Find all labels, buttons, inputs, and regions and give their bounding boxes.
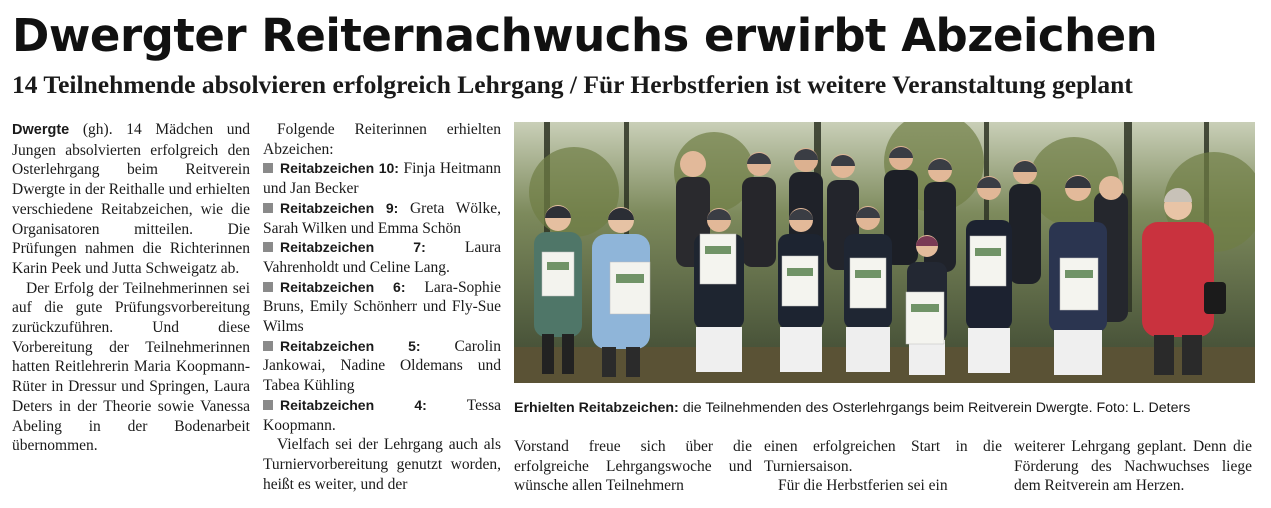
square-bullet-icon [263, 242, 273, 252]
award-names: Carolin Jankowai, Nadine Oldemans und Tabea Kühling [263, 337, 501, 395]
group-photo-illustration [514, 122, 1255, 383]
award-names: Tessa Koopmann. [263, 396, 501, 434]
subheadline: 14 Teilnehmende absolvieren erfolgreich Lehrgang / Für Herbstferien ist weitere Veranstaltung geplant [12, 70, 1133, 99]
lead-paragraph [12, 120, 250, 279]
headline: Dwergter Reiternachwuchs erwirbt Abzeichen [12, 9, 1158, 62]
article-column-1 [12, 120, 250, 456]
award-label: Reitabzeichen 5: [280, 337, 421, 354]
award-item [263, 396, 501, 435]
award-names: Finja Heitmann und Jan Becker [263, 160, 501, 198]
caption-lead: Erhielten Reitabzeichen: [514, 400, 679, 416]
award-label: Reitabzeichen 9: [280, 199, 399, 216]
square-bullet-icon [263, 341, 273, 351]
caption-text: die Teilnehmenden des Osterlehrgangs beim Reitverein Dwergte. Foto: L. Deters [678, 400, 1191, 416]
dateline: Dwergte [12, 122, 70, 138]
square-bullet-icon [263, 282, 273, 292]
award-item [263, 337, 501, 396]
award-item [263, 159, 501, 198]
column4-text-2: Für die Herbstferien sei ein [778, 477, 948, 495]
awards-intro: Folgende Reiterinnen erhielten Abzeichen: [263, 121, 501, 158]
column3-text: Vorstand freue sich über die erfolgreiche Lehrgangswoche und wünsche allen Teilnehmern [514, 438, 752, 495]
photo-caption [514, 398, 1271, 418]
award-item [263, 238, 501, 277]
award-label: Reitabzeichen 7: [280, 239, 426, 256]
article-column-2 [263, 120, 501, 494]
article-column-4 [764, 437, 1002, 496]
award-label: Reitabzeichen 10: [280, 160, 399, 177]
square-bullet-icon [263, 400, 273, 410]
lead-text: (gh). 14 Mädchen und Jungen absolvierten erfolgreich den Osterlehrgang beim Reitverein Dwergte in der Reithalle und erhielten verschiedene Reitabzeichen, wie die Organisatoren mitteilen. Die Prüfungen nahmen die Richterinnen Karin Peek und Jutta Schweigatz ab. [12, 121, 250, 277]
column5-text: weiterer Lehrgang geplant. Denn die Förderung des Nachwuchses liege dem Reitverein am Herzen. [1014, 438, 1252, 495]
article-column-3 [514, 437, 752, 496]
award-names: Greta Wölke, Sarah Wilken und Emma Schön [263, 199, 501, 237]
award-names: Laura Vahrenholdt und Celine Lang. [263, 239, 501, 276]
award-item [263, 278, 501, 337]
award-label: Reitabzeichen 4: [280, 396, 427, 413]
group-photo [514, 122, 1255, 383]
square-bullet-icon [263, 203, 273, 213]
column4-text: einen erfolgreichen Start in die Turniersaison. [764, 438, 1002, 475]
square-bullet-icon [263, 163, 273, 173]
award-item [263, 199, 501, 238]
article-column-5 [1014, 437, 1252, 496]
column2-paragraph: Vielfach sei der Lehrgang auch als Turniervorbereitung genutzt worden, heißt es weiter, und der [263, 436, 501, 493]
paragraph-2: Der Erfolg der Teilnehmerinnen sei auf die gute Prüfungsvorbereitung zurückzuführen. Und diese Vorbereitung der Teilnehmerinnen hatten Reitlehrerin Maria Koopmann-Rüter in Dressur und Springen, Laura Deters in der Theorie sowie Vanessa Abeling in der Bodenarbeit übernommen. [12, 279, 250, 455]
award-names: Lara-Sophie Bruns, Emily Schönherr und Fly-Sue Wilms [263, 278, 501, 336]
award-label: Reitabzeichen 6: [280, 278, 406, 295]
